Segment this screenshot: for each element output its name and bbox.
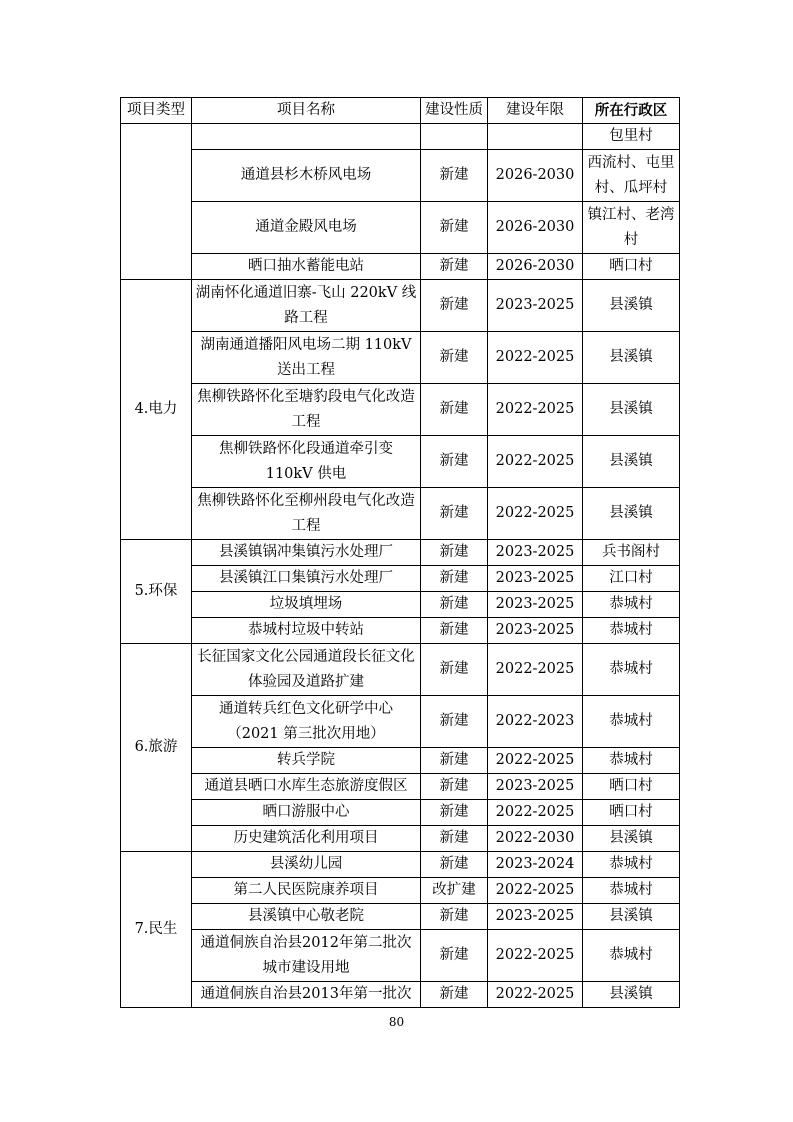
header-construction-period: 建设年限 [488,98,583,124]
nature-cell: 新建 [421,150,488,202]
table-row [121,800,680,826]
nature-cell: 新建 [421,280,488,332]
table-row [121,618,680,644]
period-cell: 2023-2025 [488,904,583,930]
region-cell: 镇江村、老湾村 [583,202,680,254]
nature-cell: 新建 [421,488,488,540]
header-admin-region: 所在行政区 [583,98,680,124]
project-table [120,97,680,1008]
table-row [121,540,680,566]
nature-cell: 新建 [421,904,488,930]
project-name-cell: 通道转兵红色文化研学中心（2021 第三批次用地） [192,696,421,748]
nature-cell: 新建 [421,644,488,696]
table-row [121,982,680,1008]
table-row [121,124,680,150]
table-row [121,644,680,696]
period-cell: 2022-2025 [488,436,583,488]
project-name-cell: 湖南怀化通道旧寨-飞山 220kV 线路工程 [192,280,421,332]
period-cell: 2026-2030 [488,254,583,280]
nature-cell: 新建 [421,566,488,592]
nature-cell [421,124,488,150]
region-cell: 江口村 [583,566,680,592]
project-name-cell: 县溪镇中心敬老院 [192,904,421,930]
table-row [121,826,680,852]
region-cell: 兵书阁村 [583,540,680,566]
table-row [121,202,680,254]
table-row [121,904,680,930]
category-cell: 6.旅游 [121,644,192,852]
period-cell: 2022-2025 [488,800,583,826]
nature-cell: 改扩建 [421,878,488,904]
table-header-row [121,98,680,124]
project-name-cell: 通道县晒口水库生态旅游度假区 [192,774,421,800]
period-cell: 2023-2025 [488,566,583,592]
header-project-type: 项目类型 [121,98,192,124]
region-cell: 恭城村 [583,618,680,644]
region-cell: 恭城村 [583,748,680,774]
period-cell: 2026-2030 [488,150,583,202]
period-cell: 2022-2025 [488,878,583,904]
period-cell: 2022-2025 [488,644,583,696]
project-name-cell: 晒口抽水蓄能电站 [192,254,421,280]
project-name-cell: 通道侗族自治县2013年第一批次 [192,982,421,1008]
project-name-cell: 焦柳铁路怀化至塘豹段电气化改造工程 [192,384,421,436]
region-cell: 恭城村 [583,592,680,618]
table-row [121,696,680,748]
project-name-cell: 县溪镇锅冲集镇污水处理厂 [192,540,421,566]
nature-cell: 新建 [421,384,488,436]
region-cell: 县溪镇 [583,280,680,332]
period-cell: 2026-2030 [488,202,583,254]
table-row [121,566,680,592]
category-cell: 7.民生 [121,852,192,1008]
project-name-cell: 垃圾填埋场 [192,592,421,618]
region-cell: 县溪镇 [583,826,680,852]
period-cell: 2022-2025 [488,332,583,384]
nature-cell: 新建 [421,852,488,878]
period-cell: 2022-2025 [488,488,583,540]
region-cell: 县溪镇 [583,436,680,488]
period-cell: 2022-2025 [488,982,583,1008]
region-cell: 县溪镇 [583,982,680,1008]
project-name-cell [192,124,421,150]
project-name-cell: 焦柳铁路怀化至柳州段电气化改造工程 [192,488,421,540]
period-cell: 2022-2030 [488,826,583,852]
page-number: 80 [388,1015,405,1029]
category-cell: 5.环保 [121,540,192,644]
region-cell: 恭城村 [583,644,680,696]
table-row [121,878,680,904]
project-name-cell: 长征国家文化公园通道段长征文化体验园及道路扩建 [192,644,421,696]
header-project-name: 项目名称 [192,98,421,124]
period-cell: 2023-2025 [488,774,583,800]
region-cell: 晒口村 [583,254,680,280]
nature-cell: 新建 [421,930,488,982]
nature-cell: 新建 [421,202,488,254]
nature-cell: 新建 [421,592,488,618]
period-cell: 2022-2023 [488,696,583,748]
region-cell: 西流村、屯里村、瓜坪村 [583,150,680,202]
header-construction-nature: 建设性质 [421,98,488,124]
region-cell: 恭城村 [583,878,680,904]
nature-cell: 新建 [421,826,488,852]
nature-cell: 新建 [421,800,488,826]
project-name-cell: 通道金殿风电场 [192,202,421,254]
nature-cell: 新建 [421,774,488,800]
project-name-cell: 县溪幼儿园 [192,852,421,878]
project-name-cell: 湖南通道播阳风电场二期 110kV 送出工程 [192,332,421,384]
nature-cell: 新建 [421,540,488,566]
region-cell: 恭城村 [583,696,680,748]
period-cell: 2023-2025 [488,540,583,566]
region-cell: 县溪镇 [583,904,680,930]
nature-cell: 新建 [421,748,488,774]
period-cell: 2022-2025 [488,384,583,436]
project-name-cell: 焦柳铁路怀化段通道牵引变 110kV 供电 [192,436,421,488]
region-cell: 晒口村 [583,800,680,826]
nature-cell: 新建 [421,254,488,280]
period-cell: 2023-2025 [488,280,583,332]
table-row [121,488,680,540]
table-row [121,930,680,982]
region-cell: 县溪镇 [583,488,680,540]
project-name-cell: 转兵学院 [192,748,421,774]
table-row [121,592,680,618]
nature-cell: 新建 [421,696,488,748]
category-cell [121,124,192,280]
period-cell: 2023-2024 [488,852,583,878]
region-cell: 恭城村 [583,852,680,878]
nature-cell: 新建 [421,332,488,384]
region-cell: 县溪镇 [583,332,680,384]
category-cell: 4.电力 [121,280,192,540]
period-cell [488,124,583,150]
table-row [121,150,680,202]
project-name-cell: 县溪镇江口集镇污水处理厂 [192,566,421,592]
table-row [121,436,680,488]
period-cell: 2022-2025 [488,748,583,774]
nature-cell: 新建 [421,436,488,488]
project-name-cell: 晒口游服中心 [192,800,421,826]
table-row [121,280,680,332]
nature-cell: 新建 [421,618,488,644]
table-row [121,332,680,384]
region-cell: 县溪镇 [583,384,680,436]
project-name-cell: 恭城村垃圾中转站 [192,618,421,644]
project-name-cell: 通道县杉木桥风电场 [192,150,421,202]
table-row [121,774,680,800]
region-cell: 恭城村 [583,930,680,982]
table-row [121,254,680,280]
table-body [121,124,680,1008]
table-row [121,748,680,774]
project-name-cell: 第二人民医院康养项目 [192,878,421,904]
period-cell: 2023-2025 [488,592,583,618]
region-cell: 晒口村 [583,774,680,800]
project-name-cell: 历史建筑活化利用项目 [192,826,421,852]
project-name-cell: 通道侗族自治县2012年第二批次城市建设用地 [192,930,421,982]
period-cell: 2023-2025 [488,618,583,644]
table-row [121,384,680,436]
region-cell: 包里村 [583,124,680,150]
nature-cell: 新建 [421,982,488,1008]
table-row [121,852,680,878]
period-cell: 2022-2025 [488,930,583,982]
